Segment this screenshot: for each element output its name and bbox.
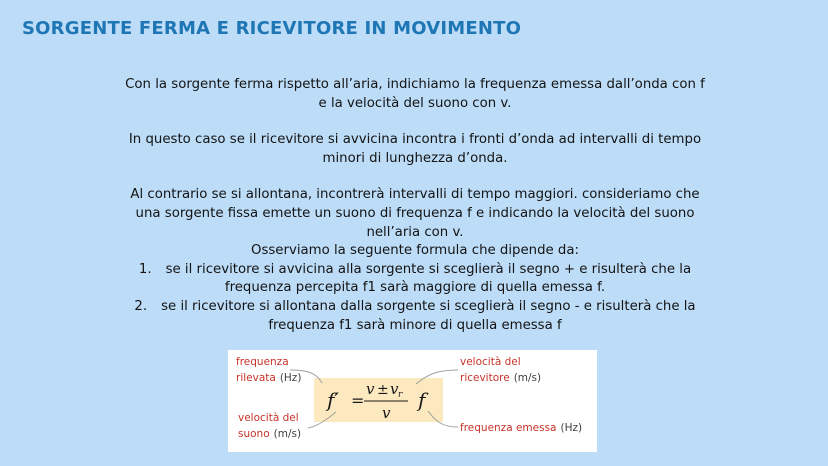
label-receiver-speed-line-1: velocità del	[460, 356, 521, 368]
label-sound-speed-line-2	[238, 428, 301, 440]
formula-denominator: v	[382, 404, 391, 422]
doppler-formula-figure	[228, 350, 597, 452]
formula-lhs: f′	[327, 388, 339, 412]
formula-numerator-v: v	[366, 380, 375, 398]
paragraph-gap	[100, 168, 730, 186]
label-emitted-frequency-text: frequenza emessa	[460, 422, 557, 434]
label-sound-speed-unit: (m/s)	[273, 428, 302, 440]
label-emitted-frequency	[460, 422, 582, 434]
slide-body	[100, 76, 730, 335]
label-observed-frequency-text: rilevata	[236, 372, 276, 384]
label-sound-speed-text: suono	[238, 428, 270, 440]
label-observed-frequency-line-2	[236, 372, 301, 384]
list-item-text: se il ricevitore si avvicina alla sorgente si sceglierà il segno + e risulterà che la	[165, 261, 692, 277]
paragraph-2-line-2: minori di lunghezza d’onda.	[322, 150, 508, 166]
formula-rhs: f	[418, 388, 426, 412]
list-item-number: 2.	[134, 298, 148, 314]
numbered-list	[100, 261, 730, 335]
paragraph-gap	[100, 113, 730, 131]
label-sound-speed-line-1: velocità del	[238, 412, 299, 424]
paragraph-4: Osserviamo la seguente formula che dipende da:	[250, 243, 579, 259]
label-observed-frequency-line-1: frequenza	[236, 356, 289, 368]
list-item-line	[100, 261, 730, 280]
label-receiver-speed-text: ricevitore	[460, 372, 510, 384]
paragraph-1-line-1: Con la sorgente ferma rispetto all’aria, indichiamo la frequenza emessa dall’onda con f	[125, 77, 705, 92]
paragraph-3-line-3: nell’aria con v.	[366, 224, 464, 240]
paragraph-3-line-2: una sorgente fissa emette un suono di frequenza f e indicando la velocità del suono	[135, 205, 695, 221]
list-item-line: frequenza percepita f1 sarà maggiore di quella emessa f.	[224, 280, 606, 296]
label-receiver-speed-line-2	[460, 372, 541, 384]
list-item-line: frequenza f1 sarà minore di quella emessa f	[268, 317, 562, 333]
list-item	[100, 261, 730, 298]
formula-numerator-vr: v	[390, 380, 399, 398]
paragraph-2-line-1: In questo caso se il ricevitore si avvicina incontra i fronti d’onda ad intervalli di tempo	[128, 132, 702, 148]
list-item	[100, 298, 730, 335]
list-item-line	[100, 298, 730, 317]
label-emitted-frequency-unit: (Hz)	[560, 422, 583, 434]
formula-plus-minus: ±	[377, 382, 389, 398]
doppler-formula-diagram	[228, 350, 597, 452]
formula-equals: =	[351, 391, 365, 410]
formula-numerator-r-subscript: r	[398, 390, 403, 400]
paragraph-1-line-2: e la velocità del suono con v.	[318, 95, 512, 111]
slide-title: SORGENTE FERMA E RICEVITORE IN MOVIMENTO	[22, 18, 522, 39]
list-item-number: 1.	[138, 261, 152, 277]
label-receiver-speed-unit: (m/s)	[513, 372, 542, 384]
paragraph-3-line-1: Al contrario se si allontana, incontrerà intervalli di tempo maggiori. consideriamo che	[130, 187, 700, 203]
label-observed-frequency-unit: (Hz)	[279, 372, 302, 384]
list-item-text: se il ricevitore si allontana dalla sorgente si sceglierà il segno - e risulterà che la	[161, 298, 696, 314]
